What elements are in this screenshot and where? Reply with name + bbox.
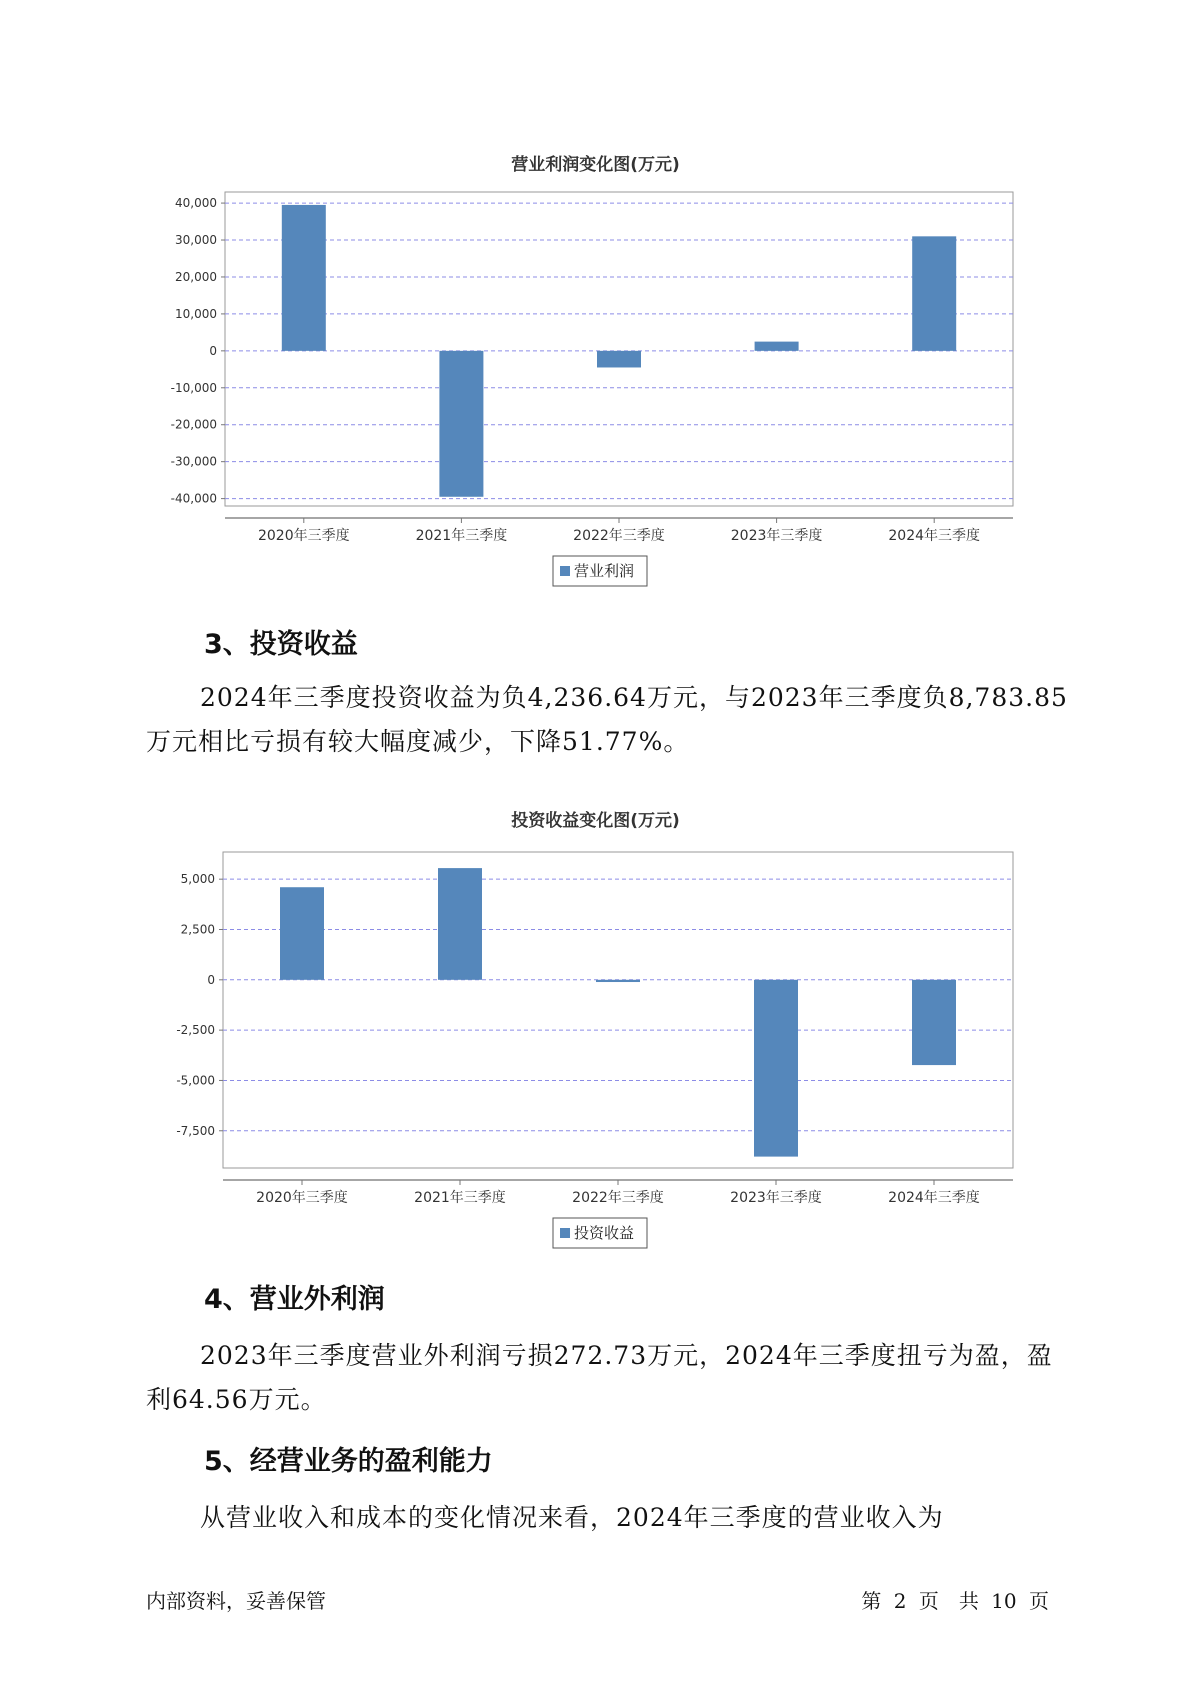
chart2-legend-swatch bbox=[560, 1228, 570, 1238]
chart1-y-tick-label: 20,000 bbox=[175, 269, 217, 284]
chart1-x-tick-label: 2024年三季度 bbox=[888, 528, 981, 544]
chart1-y-tick-label: 10,000 bbox=[175, 306, 217, 321]
chart2-y-tick-label: 0 bbox=[207, 972, 215, 987]
footer-confidential-note: 内部资料，妥善保管 bbox=[146, 1589, 326, 1613]
chart2-bar-2 bbox=[438, 868, 482, 980]
chart2-y-tick-label: -7,500 bbox=[176, 1123, 215, 1138]
chart2-bar-4 bbox=[754, 980, 798, 1157]
footer-page-number: 第 2 页 共 10 页 bbox=[861, 1589, 1049, 1613]
chart2-x-tick-label: 2021年三季度 bbox=[414, 1190, 506, 1206]
chart1-x-tick-label: 2023年三季度 bbox=[730, 528, 823, 544]
chart1-y-tick-label: 0 bbox=[209, 343, 217, 358]
chart2-y-tick-label: 2,500 bbox=[180, 922, 215, 937]
section-3-heading: 3、投资收益 bbox=[204, 629, 358, 660]
chart1-y-tick-label: -20,000 bbox=[170, 417, 217, 432]
section-3-paragraph: 2024年三季度投资收益为负4,236.64万元，与2023年三季度负8,783.85万元相比亏损有较大幅度减少，下降51.77%。 bbox=[146, 683, 1068, 756]
chart1-x-tick-label: 2021年三季度 bbox=[415, 528, 508, 544]
chart1-x-tick-label: 2020年三季度 bbox=[257, 528, 350, 544]
chart1-x-tick-label: 2022年三季度 bbox=[573, 528, 665, 544]
chart2-title: 投资收益变化图(万元) bbox=[511, 811, 680, 831]
section-4-paragraph: 2023年三季度营业外利润亏损272.73万元，2024年三季度扭亏为盈，盈利64.56万元。 bbox=[146, 1341, 1053, 1414]
chart2-x-tick-label: 2022年三季度 bbox=[572, 1190, 664, 1206]
chart2-plot-area bbox=[223, 852, 1013, 1168]
chart2-x-tick-label: 2020年三季度 bbox=[256, 1190, 348, 1206]
section-5-paragraph: 从营业收入和成本的变化情况来看，2024年三季度的营业收入为 bbox=[200, 1503, 944, 1532]
chart2-x-tick-label: 2024年三季度 bbox=[888, 1190, 980, 1206]
section-5-heading: 5、经营业务的盈利能力 bbox=[204, 1446, 493, 1477]
chart1-y-tick-label: -10,000 bbox=[170, 380, 217, 395]
chart2-legend-label: 投资收益 bbox=[574, 1224, 635, 1242]
chart1-y-tick-label: 40,000 bbox=[175, 196, 217, 211]
chart2-y-tick-label: -2,500 bbox=[176, 1023, 215, 1038]
chart1-y-tick-label: -40,000 bbox=[170, 491, 217, 506]
chart1-title: 营业利润变化图(万元) bbox=[511, 155, 680, 175]
chart2-y-tick-label: 5,000 bbox=[180, 872, 215, 887]
chart2-bar-3 bbox=[596, 980, 640, 982]
section-4-heading: 4、营业外利润 bbox=[204, 1284, 385, 1315]
chart2-bar-5 bbox=[912, 980, 956, 1065]
chart1-y-tick-label: -30,000 bbox=[170, 454, 217, 469]
chart1-legend-label: 营业利润 bbox=[574, 562, 635, 580]
chart2-y-tick-label: -5,000 bbox=[176, 1073, 215, 1088]
chart2-bar-1 bbox=[280, 887, 324, 980]
chart2-x-tick-label: 2023年三季度 bbox=[730, 1190, 822, 1206]
chart1-y-tick-label: 30,000 bbox=[175, 233, 217, 248]
